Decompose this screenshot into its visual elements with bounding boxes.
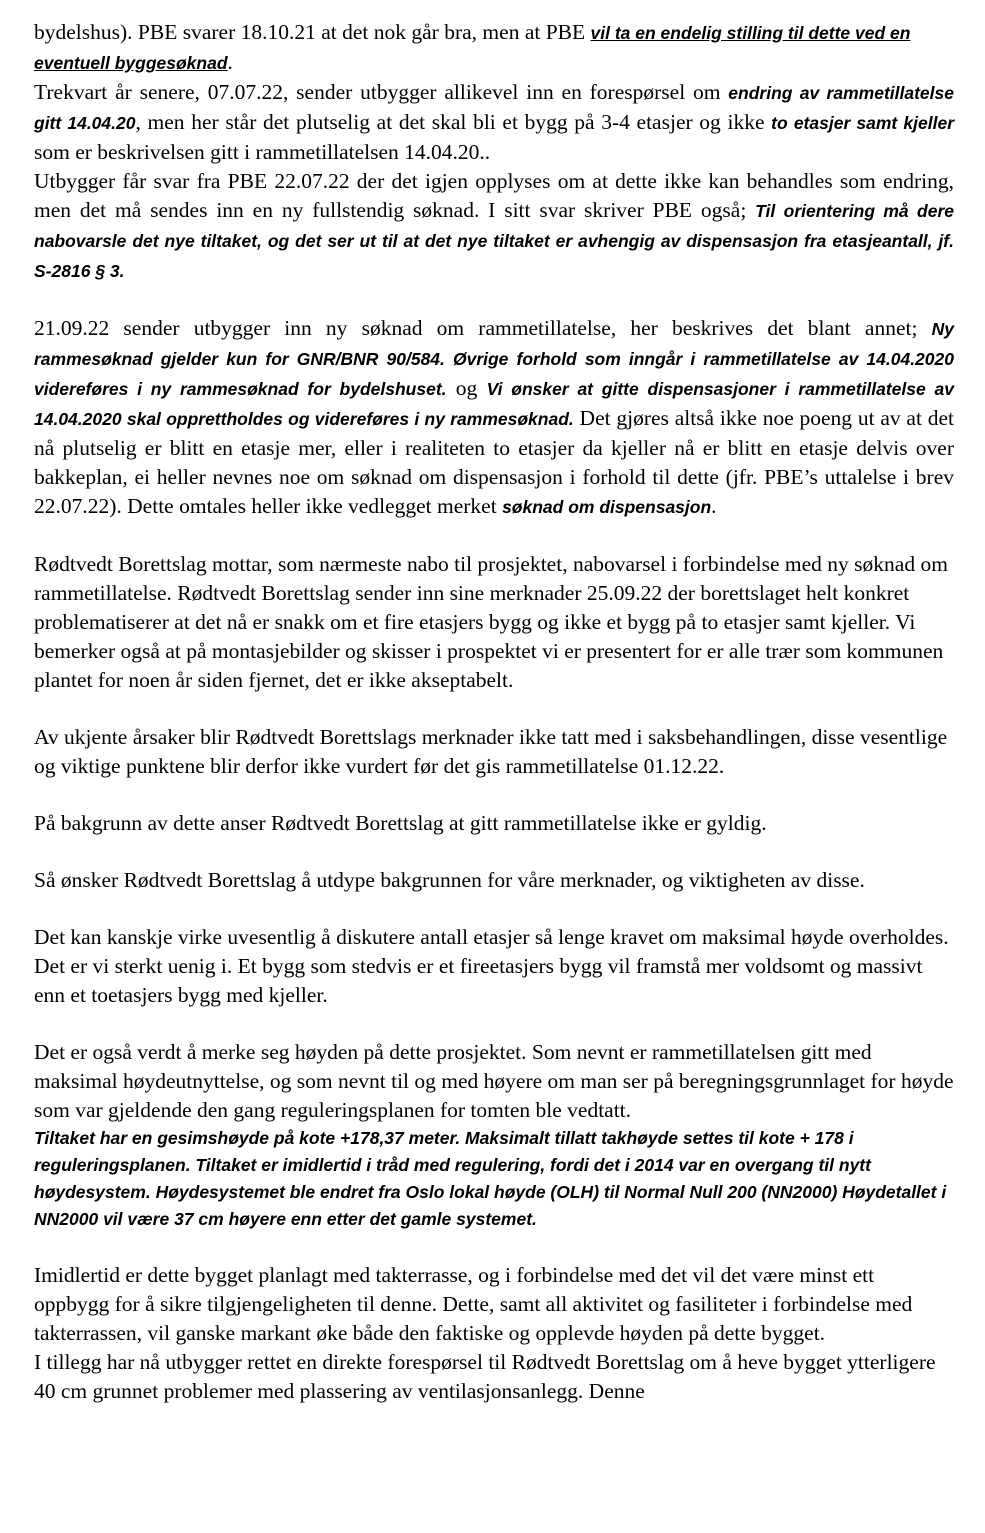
paragraph-neighbour-notice: Rødtvedt Borettslag mottar, som nærmeste nabo til prosjektet, nabovarsel i forbindelse med ny søknad om rammetillatelse. Rødtvedt Borettslag sender inn sine merknader 25.09.22 der borettslaget helt konkret problematiserer at det nå er snakk om et fire etasjers bygg og ikke et bygg på to etasjer samt kjeller. Vi bemerker også at på montasjebilder og skisser i prospektet vi er presentert for er alle trær som kommunen plantet for noen år siden fjernet, det er ikke akseptabelt. (34, 552, 948, 692)
document-page (34, 18, 954, 1406)
quote-height-system: Tiltaket har en gesimshøyde på kote +178,37 meter. Maksimalt tillatt takhøyde settes til kote + 178 i reguleringsplanen. Tiltaket er imidlertid i tråd med regulering, fordi det i 2014 var en overgang til nytt høydesystem. Høydesystemet ble endret fra Oslo lokal høyde (OLH) til Normal Null 200 (NN2000) Høydetallet i NN2000 vil være 37 cm høyere enn etter det gamle systemet. (34, 1128, 947, 1229)
emphasis-quote: Ny rammesøknad gjelder kun for GNR/BNR 90/584. Øvrige forhold som inngår i rammetillatelse av 14.04.2020 videreføres i ny rammesøknad for bydelshuset. (34, 319, 954, 399)
emphasis-quote: endring av rammetillatelse gitt 14.04.20 (34, 83, 954, 133)
paragraph-pbe-reply: bydelshus). PBE svarer 18.10.21 at det nok går bra, men at PBE vil ta en endelig stilling til dette ved en eventuell byggesøknad. (34, 20, 911, 74)
emphasis-quote: søknad om dispensasjon (502, 497, 712, 517)
paragraph-new-application: 21.09.22 sender utbygger inn ny søknad om rammetillatelse, her beskrives det blant annet; Ny rammesøknad gjelder kun for GNR/BNR 90/584. Øvrige forhold som inngår i rammetillatelse av 14.04.2020 videreføres i ny rammesøknad for bydelshuset. og Vi ønsker at gitte dispensasjoner i rammetillatelse av 14.04.2020 skal opprettholdes og videreføres i ny rammesøknad. Det gjøres altså ikke noe poeng ut av at det nå plutselig er blitt en etasje mer, eller i realiteten to etasjer da kjeller nå er blitt en etasje delvis over bakkeplan, ei heller nevnes noe om søknad om dispensasjon i forhold til dette (jfr. PBE’s uttalelse i brev 22.07.22). Dette omtales heller ikke vedlegget merket søknad om dispensasjon. (34, 316, 954, 518)
paragraph-not-valid: På bakgrunn av dette anser Rødtvedt Borettslag at gitt rammetillatelse ikke er gyldig. (34, 811, 767, 835)
paragraph-background: Så ønsker Rødtvedt Borettslag å utdype bakgrunnen for våre merknader, og viktigheten av disse. (34, 868, 865, 892)
paragraph-ventilation: I tillegg har nå utbygger rettet en direkte forespørsel til Rødtvedt Borettslag om å heve bygget ytterligere 40 cm grunnet problemer med plassering av ventilasjonsanlegg. Denne (34, 1350, 936, 1403)
paragraph-change-request: Trekvart år senere, 07.07.22, sender utbygger allikevel inn en forespørsel om endring av rammetillatelse gitt 14.04.20, men her står det plutselig at det skal bli et bygg på 3-4 etasjer og ikke to etasjer samt kjeller som er beskrivelsen gitt i rammetillatelsen 14.04.20.. (34, 80, 954, 164)
emphasis-quote: Vi ønsker at gitte dispensasjoner i rammetillatelse av 14.04.2020 skal opprettholdes og videreføres i ny rammesøknad. (34, 379, 954, 429)
paragraph-unknown-reasons: Av ukjente årsaker blir Rødtvedt Borettslags merknader ikke tatt med i saksbehandlingen, disse vesentlige og viktige punktene blir derfor ikke vurdert før det gis rammetillatelse 01.12.22. (34, 725, 948, 778)
paragraph-pbe-answer: Utbygger får svar fra PBE 22.07.22 der det igjen opplyses om at dette ikke kan behandles som endring, men det må sendes inn en ny fullstendig søknad. I sitt svar skriver PBE også; Til orientering må dere nabovarsle det nye tiltaket, og det ser ut til at det nye tiltaket er avhengig av dispensasjon fra etasjeantall, jf. S-2816 § 3. (34, 169, 954, 281)
paragraph-roof-terrace: Imidlertid er dette bygget planlagt med takterrasse, og i forbindelse med det vil det være minst ett oppbygg for å sikre tilgjengeligheten til denne. Dette, samt all aktivitet og fasiliteter i forbindelse med takterrassen, vil ganske markant øke både den faktiske og opplevde høyden på dette bygget. (34, 1263, 913, 1345)
emphasis-quote: Til orientering må dere nabovarsle det nye tiltaket, og det ser ut til at det nye tiltaket er avhengig av dispensasjon fra etasjeantall, jf. S-2816 § 3. (34, 201, 954, 281)
emphasis-quote: to etasjer samt kjeller (771, 113, 954, 133)
paragraph-floors: Det kan kanskje virke uvesentlig å diskutere antall etasjer så lenge kravet om maksimal høyde overholdes. Det er vi sterkt uenig i. Et bygg som stedvis er et fireetasjers bygg vil framstå mer voldsomt og massivt enn et toetasjers bygg med kjeller. (34, 925, 949, 1007)
paragraph-height: Det er også verdt å merke seg høyden på dette prosjektet. Som nevnt er rammetillatelsen gitt med maksimal høydeutnyttelse, og som nevnt til og med høyere om man ser på beregningsgrunnlaget for høyde som var gjeldende den gang reguleringsplanen for tomten ble vedtatt. (34, 1040, 954, 1122)
emphasis-quote: vil ta en endelig stilling til dette ved en eventuell byggesøknad (34, 23, 911, 73)
